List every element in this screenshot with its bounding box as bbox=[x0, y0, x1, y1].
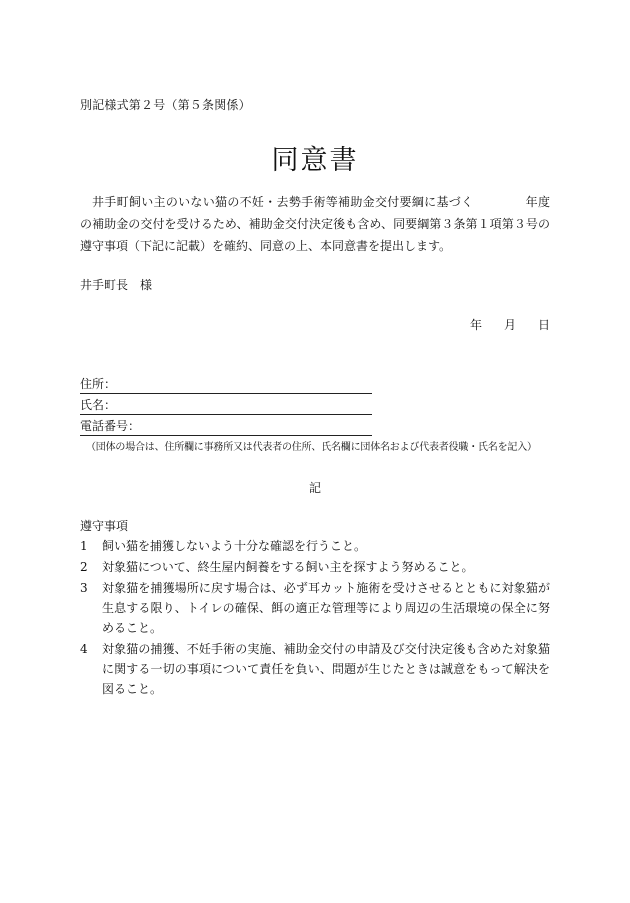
intro-text-part2: 年度の補助金の交付を受けるため、補助金交付決定後も含め、同要綱第３条第１項第３号の遵守事項（下記に記載）を確約、同意の上、本同意書を提出します。 bbox=[80, 195, 550, 253]
name-field[interactable] bbox=[80, 397, 372, 415]
rule-item bbox=[80, 536, 550, 556]
address-label: 住所： bbox=[80, 377, 117, 391]
document-title: 同意書 bbox=[271, 145, 359, 176]
addressee: 井手町長 様 bbox=[80, 278, 153, 292]
rule-item bbox=[80, 557, 550, 577]
rule-item bbox=[80, 578, 550, 638]
rule-text: 対象猫の捕獲、不妊手術の実施、補助金交付の申請及び交付決定後も含めた対象猫に関する一切の事項について責任を負い、問題が生じたときは誠意をもって解決を図ること。 bbox=[102, 642, 550, 696]
date-day: 日 bbox=[537, 318, 550, 332]
date-year: 年 bbox=[469, 318, 482, 332]
rule-text: 対象猫を捕獲場所に戻す場合は、必ず耳カット施術を受けさせるとともに対象猫が生息する限り、トイレの確保、餌の適正な管理等により周辺の生活環境の保全に努めること。 bbox=[102, 581, 550, 635]
rule-item bbox=[80, 639, 550, 699]
applicant-fields bbox=[80, 376, 372, 439]
name-label: 氏名： bbox=[80, 398, 117, 412]
rule-text: 対象猫について、終生屋内飼養をする飼い主を探すよう努めること。 bbox=[102, 560, 474, 574]
rules-list bbox=[80, 536, 550, 700]
address-field[interactable] bbox=[80, 376, 372, 394]
rule-number: 1 bbox=[80, 539, 88, 553]
fields-note: （団体の場合は、住所欄に事務所又は代表者の住所、氏名欄に団体名および代表者役職・氏名を記入） bbox=[86, 442, 537, 453]
rule-text: 飼い猫を捕獲しないよう十分な確認を行うこと。 bbox=[102, 539, 367, 553]
rule-number: 3 bbox=[80, 581, 88, 595]
date-line bbox=[448, 316, 550, 333]
ki-heading: 記 bbox=[308, 481, 321, 495]
phone-field[interactable] bbox=[80, 418, 372, 436]
phone-label: 電話番号： bbox=[80, 419, 141, 433]
form-reference: 別記様式第２号（第５条関係） bbox=[80, 98, 251, 112]
intro-text-part1: 井手町飼い主のいない猫の不妊・去勢手術等補助金交付要綱に基づく bbox=[92, 195, 474, 209]
rule-number: 2 bbox=[80, 560, 88, 574]
rules-heading: 遵守事項 bbox=[80, 519, 129, 533]
rule-number: 4 bbox=[80, 642, 88, 656]
intro-paragraph bbox=[80, 191, 550, 257]
date-month: 月 bbox=[503, 318, 516, 332]
